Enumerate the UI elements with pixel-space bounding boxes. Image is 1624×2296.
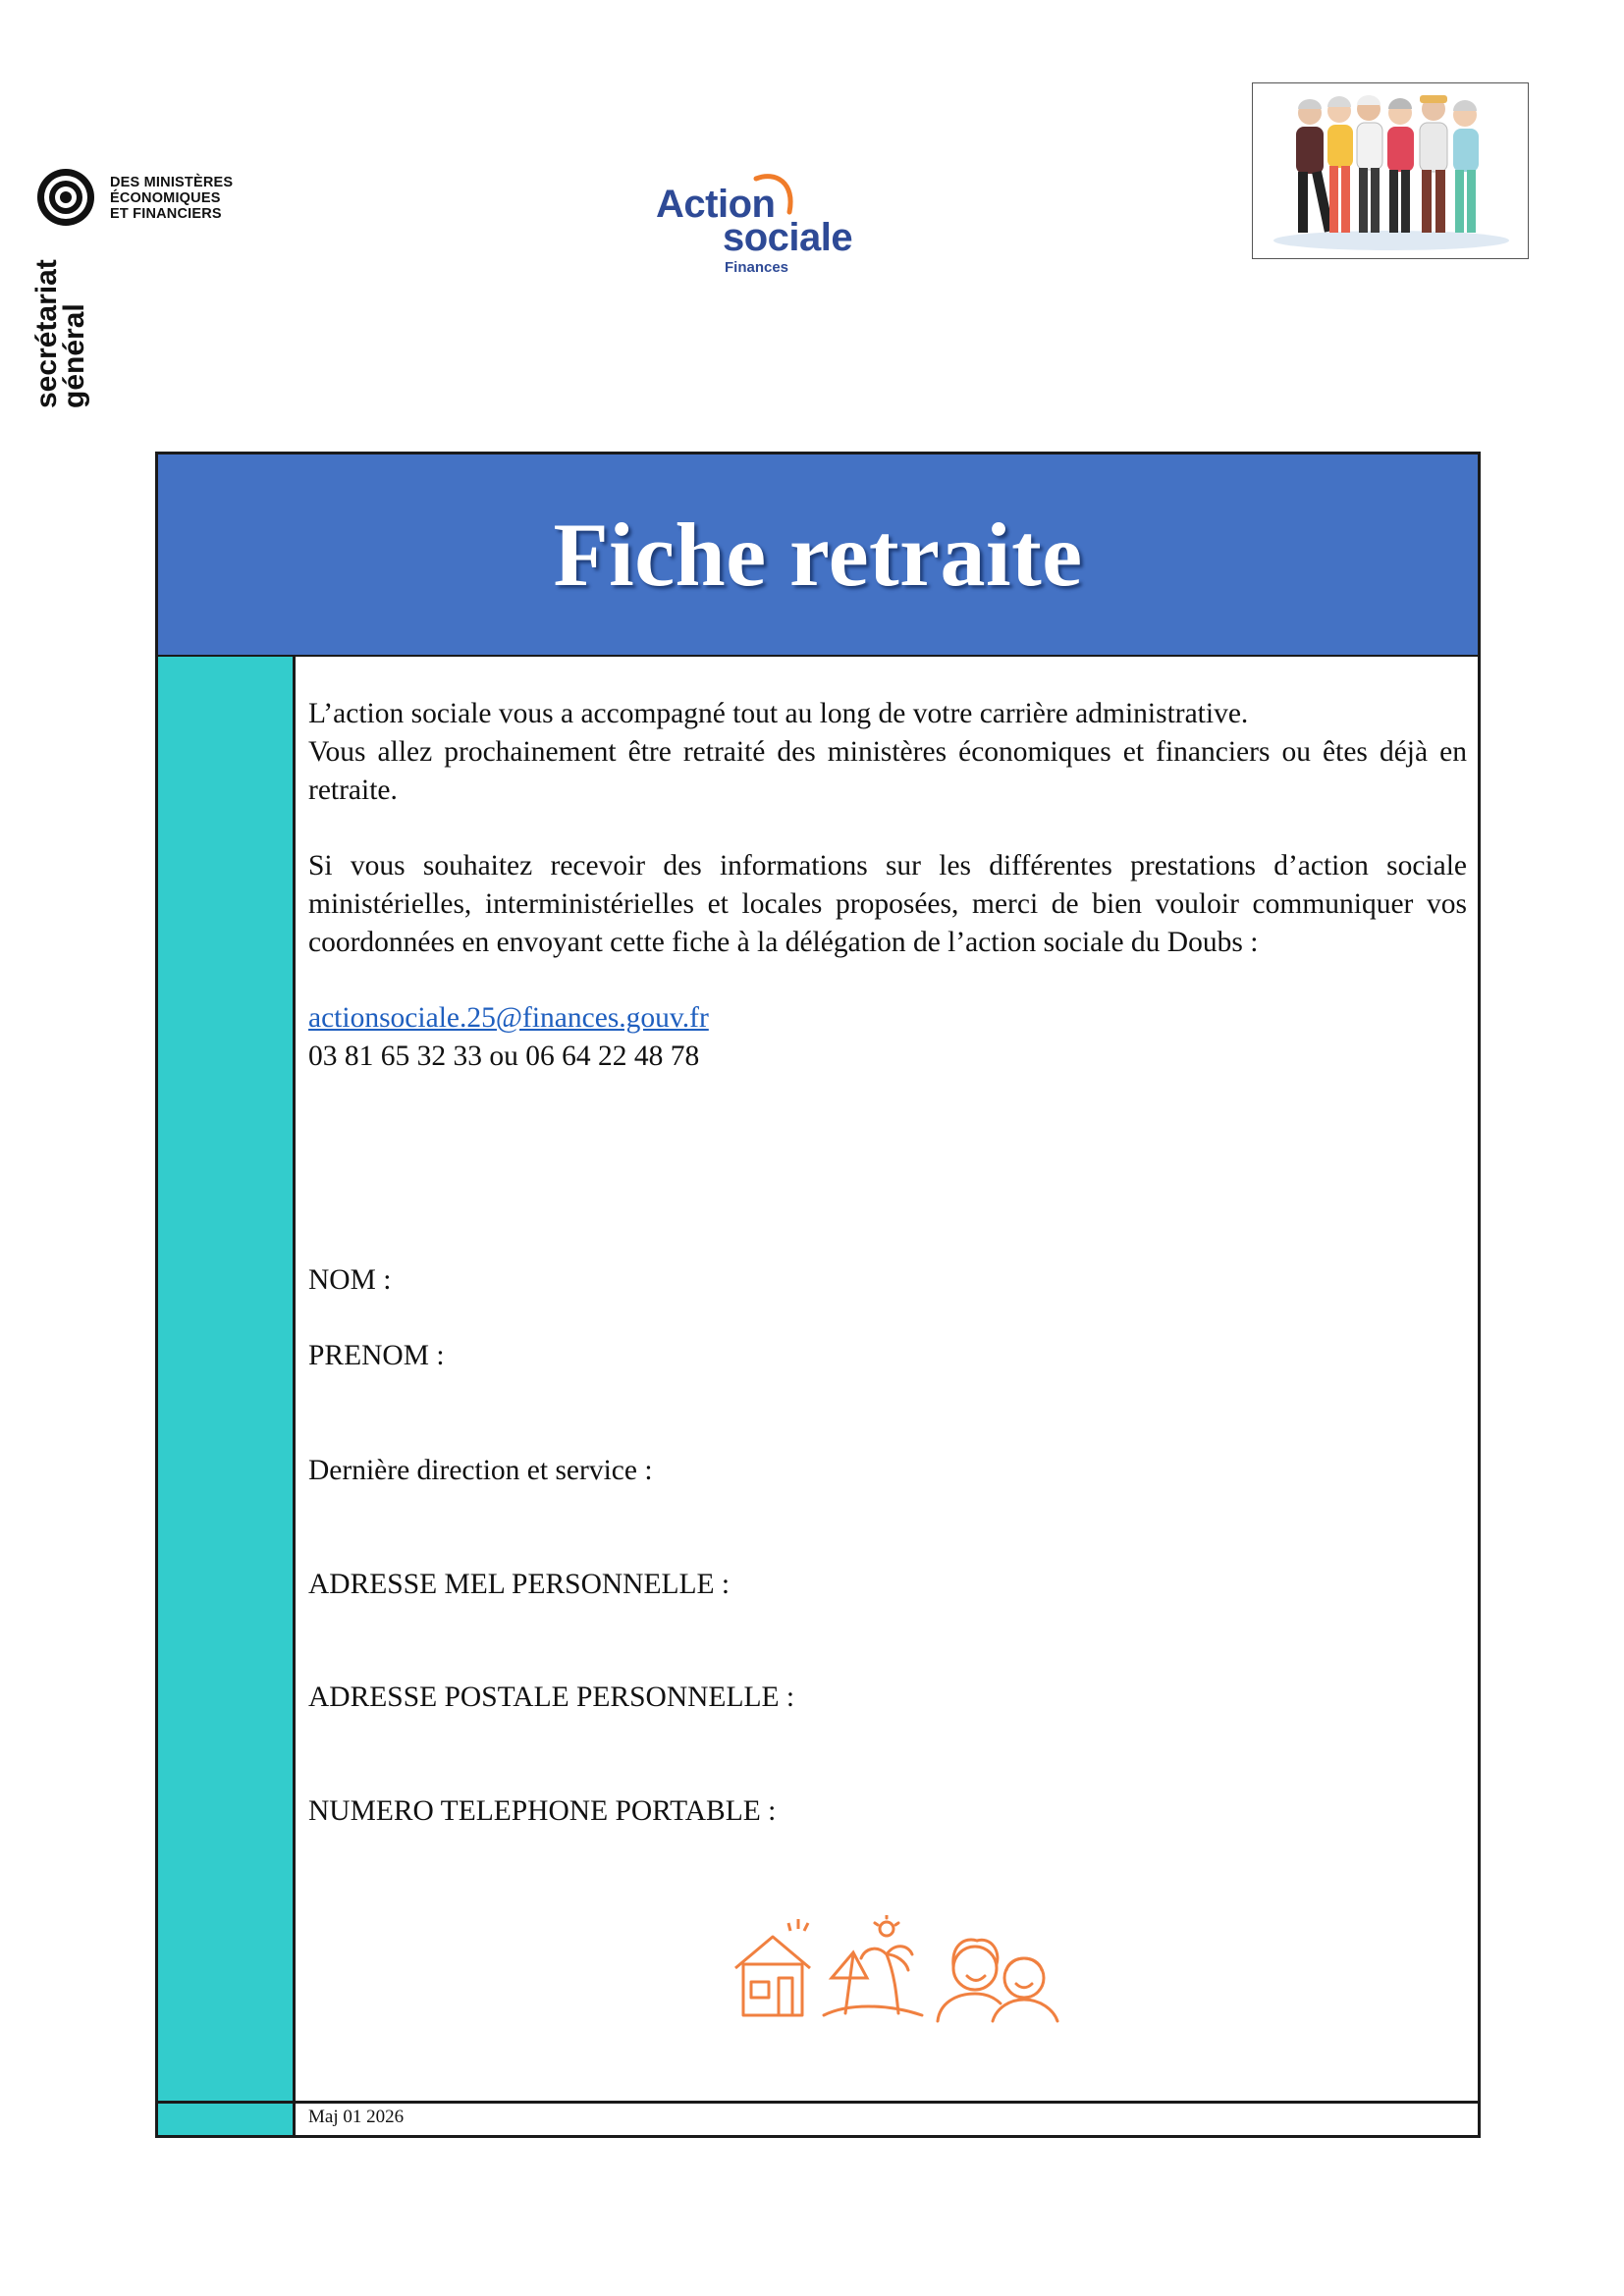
ministeres-label: DES MINISTÈRES ÉCONOMIQUES ET FINANCIERS <box>110 175 234 222</box>
field-telephone: NUMERO TELEPHONE PORTABLE : <box>308 1795 777 1827</box>
info-paragraph: Si vous souhaitez recevoir des informations sur les différentes prestations d’action sociale ministérielles, interministérielles et locales proposées, merci de bien vouloir communiquer vos coordonnées en envoyant cette fiche à la délégation de l’action sociale du Doubs : <box>308 850 1467 958</box>
logo-sociale-text: sociale <box>723 216 853 259</box>
field-postale: ADRESSE POSTALE PERSONNELLE : <box>308 1682 795 1713</box>
logo-finances-text: Finances <box>725 259 789 276</box>
house-icon <box>735 1919 810 2015</box>
seniors-icon <box>938 1940 1057 2021</box>
page-title: Fiche retraite <box>553 505 1083 605</box>
contact-email-line <box>308 999 1467 1038</box>
group-of-seniors-icon <box>1253 83 1529 259</box>
form-content <box>308 695 1467 1076</box>
logo-action-text: Action <box>656 183 776 226</box>
field-direction: Dernière direction et service : <box>308 1455 653 1486</box>
beach-icon <box>824 1915 922 2015</box>
secretariat-general-logo <box>30 167 242 412</box>
seniors-photo <box>1252 82 1529 259</box>
target-logo-icon <box>35 167 96 228</box>
intro-line-2: Vous allez prochainement être retraité des ministères économiques et financiers ou êtes déjà en retraite. <box>308 736 1467 806</box>
side-color-bar <box>158 657 296 2135</box>
contact-phones: 03 81 65 32 33 ou 06 64 22 48 78 <box>308 1041 700 1072</box>
form-frame <box>155 452 1481 2138</box>
intro-line-1: L’action sociale vous a accompagné tout au long de votre carrière administrative. <box>308 698 1249 729</box>
title-bar <box>158 454 1478 657</box>
footer-divider <box>158 2101 1478 2104</box>
field-prenom: PRENOM : <box>308 1340 445 1371</box>
field-nom: NOM : <box>308 1264 392 1296</box>
secretariat-general-text: secrétariat général <box>30 259 90 408</box>
update-note: Maj 01 2026 <box>308 2107 405 2127</box>
field-mel: ADRESSE MEL PERSONNELLE : <box>308 1569 731 1600</box>
contact-email-link[interactable]: actionsociale.25@finances.gouv.fr <box>308 1002 709 1034</box>
footer-icons <box>730 1915 1063 2033</box>
action-sociale-logo <box>656 173 862 289</box>
